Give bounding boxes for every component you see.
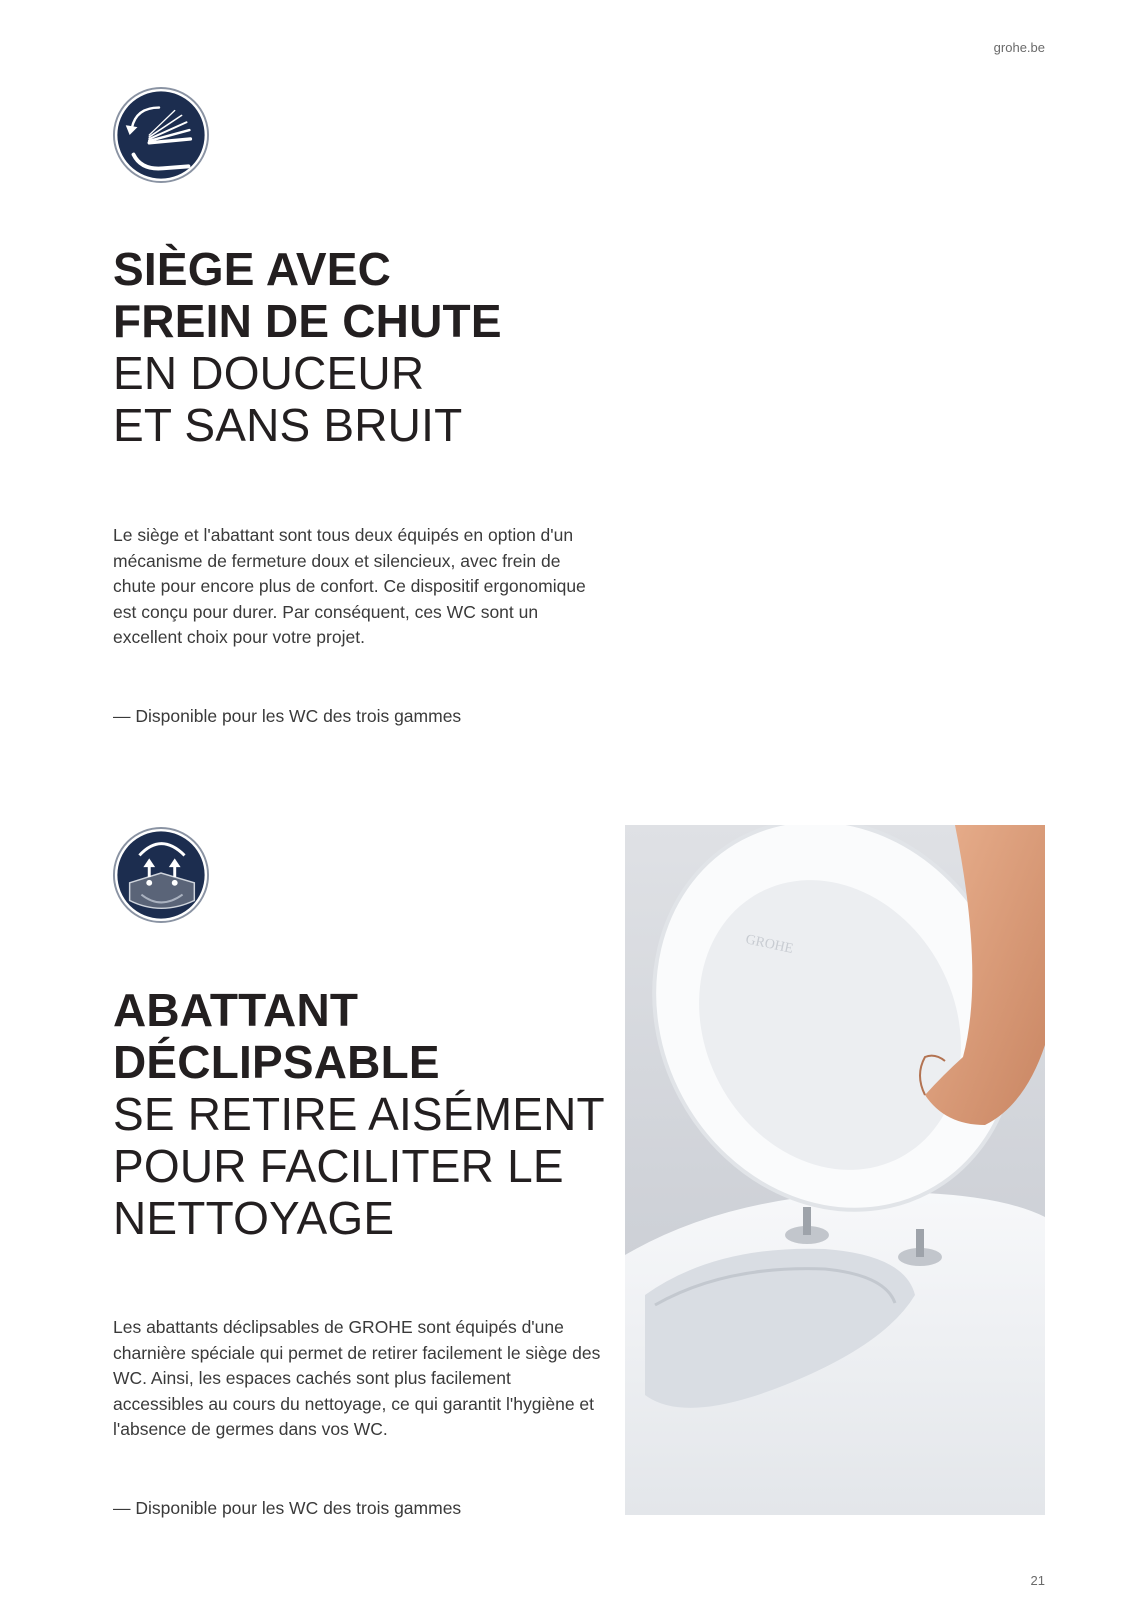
- soft-close-seat-icon: [112, 86, 210, 184]
- quick-release-seat-icon: [112, 826, 210, 924]
- section1-heading: [113, 243, 502, 451]
- page-number: 21: [1030, 1573, 1045, 1588]
- toilet-seat-photo: [625, 825, 1045, 1515]
- section2-subtitle-line: NETTOYAGE: [113, 1192, 395, 1244]
- section2-heading: [113, 984, 605, 1244]
- section1-subtitle-line: ET SANS BRUIT: [113, 399, 463, 451]
- section1-subtitle-line: EN DOUCEUR: [113, 347, 425, 399]
- section2-body: Les abattants déclipsables de GROHE sont équipés d'une charnière spéciale qui permet de retirer facilement le siège des WC. Ainsi, les espaces cachés sont plus facilement accessibles au cours du nettoyage, ce qui garantit l'hygiène et l'absence de germes dans vos WC.: [113, 1317, 601, 1439]
- section2-title-line: ABATTANT: [113, 984, 359, 1036]
- section1-availability-note: — Disponible pour les WC des trois gammes: [113, 706, 462, 726]
- section2-availability-note: — Disponible pour les WC des trois gammes: [113, 1498, 462, 1518]
- section2-title-line: DÉCLIPSABLE: [113, 1036, 440, 1088]
- section2-subtitle-line: SE RETIRE AISÉMENT: [113, 1088, 605, 1140]
- site-url: grohe.be: [993, 40, 1045, 55]
- section1-title-line: SIÈGE AVEC: [113, 243, 392, 295]
- section2-subtitle-line: POUR FACILITER LE: [113, 1140, 564, 1192]
- section1-body: Le siège et l'abattant sont tous deux équipés en option d'un mécanisme de fermeture doux et silencieux, avec frein de chute pour encore plus de confort. Ce dispositif ergonomique est conçu pour durer. Par conséquent, ces WC sont un excellent choix pour votre projet.: [113, 525, 586, 647]
- section1-title-line: FREIN DE CHUTE: [113, 295, 502, 347]
- seat-brand-logo: GROHE: [744, 932, 795, 957]
